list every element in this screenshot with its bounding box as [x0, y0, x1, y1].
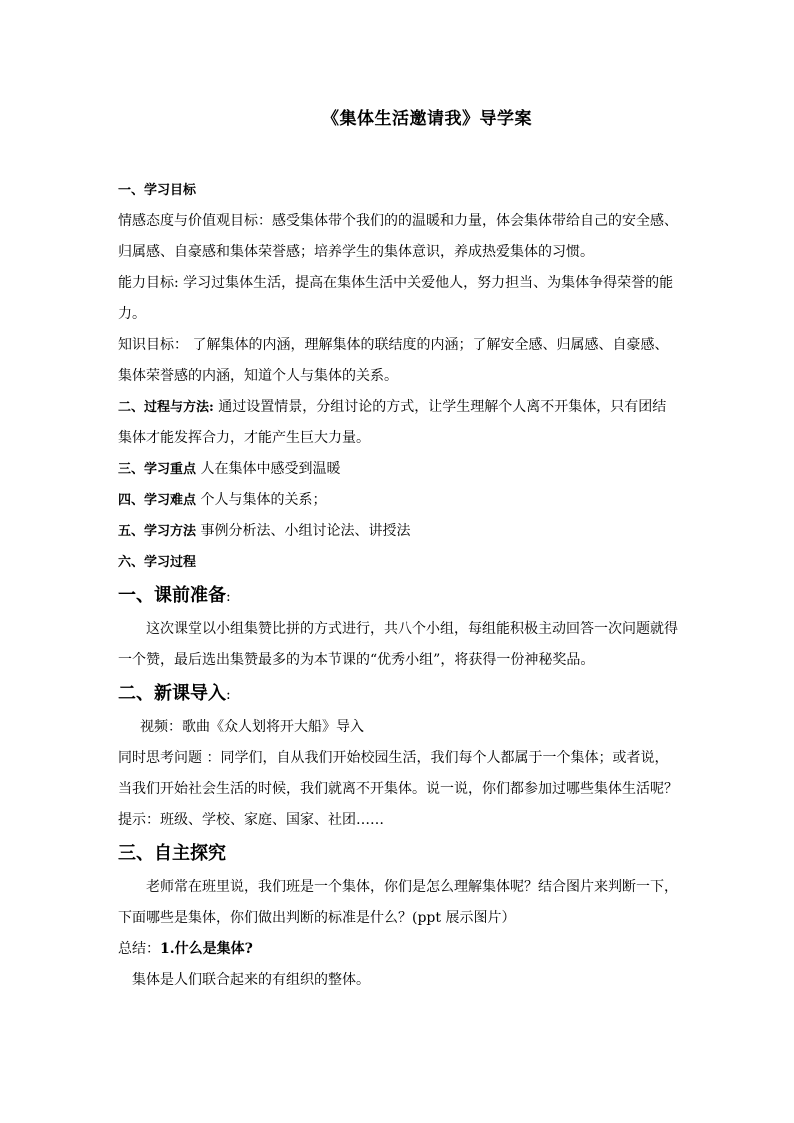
preparation-paragraph-line-1: 这次课堂以小组集赞比拼的方式进行，共八个小组，每组能积极主动回答一次问题就得: [146, 621, 678, 637]
section-key-point-text: 人在集体中感受到温暖: [196, 461, 341, 477]
goal-ability-line-2: 力。: [118, 306, 146, 322]
document-title: 《集体生活邀请我》导学案: [322, 109, 532, 129]
goal-emotion-line-1: 情感态度与价值观目标：感受集体带个我们的的温暖和力量，体会集体带给自己的安全感、: [118, 213, 678, 229]
new-lesson-video-line: 视频：歌曲《众人划将开大船》导入: [140, 719, 364, 735]
section-learning-method-label: 五、学习方法: [118, 524, 197, 539]
heading-new-lesson: [118, 676, 680, 712]
heading-preparation-text: 一、课前准备: [118, 585, 226, 606]
new-lesson-hint-line: 提示：班级、学校、家庭、国家、社团……: [118, 812, 384, 828]
section-learning-goals-heading: 一、学习目标: [118, 183, 197, 198]
heading-self-exploration: 三、自主探究: [118, 843, 226, 864]
section-learning-method: [118, 516, 680, 547]
new-lesson-question-line-2: 当我们开始社会生活的时候，我们就离不开集体。说一说，你们都参加过哪些集体生活呢？: [118, 781, 678, 797]
summary-answer-line: 集体是人们联合起来的有组织的整体。: [132, 972, 370, 988]
section-difficulty-text: 个人与集体的关系；: [196, 492, 327, 508]
exploration-paragraph-line-1: 老师常在班里说，我们班是一个集体，你们是怎么理解集体呢？结合图片来判断一下，: [146, 879, 678, 895]
section-key-point-label: 三、学习重点: [118, 462, 197, 477]
new-lesson-question-line-1: 同时思考问题 ：同学们，自从我们开始校园生活，我们每个人都属于一个集体；或者说，: [118, 750, 669, 766]
summary-question: 1.什么是集体?: [160, 941, 253, 957]
section-process-method-text: 通过设置情景，分组讨论的方式，让学生理解个人离不开集体，只有团结: [213, 399, 667, 415]
heading-new-lesson-colon: :: [226, 687, 231, 703]
heading-preparation-colon: :: [226, 589, 231, 605]
heading-new-lesson-text: 二、新课导入: [118, 683, 226, 704]
section-process-method: [118, 392, 680, 423]
goal-ability-line-1: 能力目标: 学习过集体生活，提高在集体生活中关爱他人，努力担当、为集体争得荣誉的能: [118, 275, 674, 291]
preparation-paragraph-line-2: 一个赞，最后选出集赞最多的为本节课的“优秀小组”，将获得一份神秘奖品。: [118, 652, 595, 668]
heading-preparation: [118, 578, 680, 614]
section-learning-process-heading: 六、学习过程: [118, 555, 197, 570]
exploration-paragraph-line-2: 下面哪些是集体，你们做出判断的标准是什么？(ppt 展示图片）: [118, 910, 516, 926]
document-body: [118, 175, 680, 996]
section-process-method-line-2: 集体才能发挥合力，才能产生巨大力量。: [118, 430, 370, 446]
section-process-method-label: 二、过程与方法:: [118, 400, 214, 415]
goal-emotion-line-2: 归属感、自豪感和集体荣誉感；培养学生的集体意识，养成热爱集体的习惯。: [118, 244, 594, 260]
goal-knowledge-line-2: 集体荣誉感的内涵，知道个人与集体的关系。: [118, 368, 398, 384]
summary-line: [118, 934, 680, 965]
section-difficulty-label: 四、学习难点: [118, 493, 197, 508]
section-difficulty: [118, 485, 680, 516]
section-learning-method-text: 事例分析法、小组讨论法、讲授法: [196, 523, 411, 539]
goal-knowledge-line-1: 知识目标： 了解集体的内涵，理解集体的联结度的内涵；了解安全感、归属感、自豪感、: [118, 337, 669, 353]
section-key-point: [118, 454, 680, 485]
summary-label: 总结：: [118, 941, 160, 957]
